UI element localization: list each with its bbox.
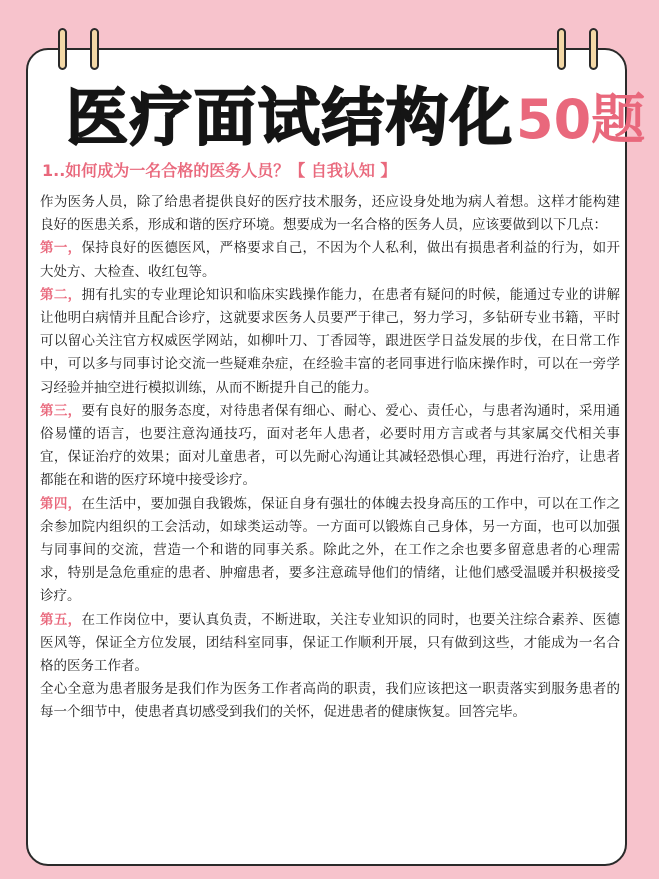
point-lead: 第三， (40, 402, 82, 419)
page-title (66, 78, 646, 158)
conclusion-paragraph: 全心全意为患者服务是我们作为医务工作者高尚的职责，我们应该把这一职责落实到服务患者的每一个细节中，使患者真切感受到我们的关怀，促进患者的健康恢复。回答完毕。 (40, 681, 620, 721)
point-paragraph-3 (40, 400, 620, 493)
binder-ring-left-2 (90, 28, 99, 70)
title-main: 医疗面试结构化 (66, 81, 515, 154)
binder-ring-right-2 (589, 28, 598, 70)
point-paragraph-1 (40, 237, 620, 283)
point-text: 在工作岗位中，要认真负责，不断进取，关注专业知识的同时，也要关注综合素养、医德医风等，保证全方位发展，团结科室同事，保证工作顺利开展，只有做到这些，才能成为一名合格的医务工作者。 (40, 611, 621, 675)
question-heading: 1..如何成为一名合格的医务人员？【 自我认知 】 (42, 161, 397, 180)
intro-paragraph: 作为医务人员，除了给患者提供良好的医疗技术服务，还应设身处地为病人着想。这样才能构建良好的医患关系，形成和谐的医疗环境。想要成为一名合格的医务人员，应该要做到以下几点： (40, 194, 620, 234)
point-paragraph-2 (40, 284, 620, 400)
point-lead: 第四， (40, 495, 82, 512)
binder-ring-left-1 (58, 28, 67, 70)
point-text: 保持良好的医德医风，严格要求自己，不因为个人私利，做出有损患者利益的行为，如开大处方、大检查、收红包等。 (40, 240, 621, 280)
binder-ring-right-1 (557, 28, 566, 70)
answer-body (40, 191, 620, 725)
title-accent: 50题 (516, 88, 646, 151)
point-lead: 第五， (40, 611, 82, 628)
point-lead: 第一， (40, 240, 82, 257)
point-text: 要有良好的服务态度，对待患者保有细心、耐心、爱心、责任心，与患者沟通时，采用通俗易懂的语言，也要注意沟通技巧，面对老年人患者，必要时用方言或者与其家属交代相关事宜，保证治疗的效果；面对儿童患者，可以先耐心沟通让其减轻恐惧心理，再进行治疗，让患者都能在和谐的医疗环境中接受诊疗。 (40, 402, 621, 489)
point-text: 拥有扎实的专业理论知识和临床实践操作能力，在患者有疑问的时候，能通过专业的讲解让他明白病情并且配合诊疗，这就要求医务人员要严于律己，努力学习，多钻研专业书籍，平时可以留心关注官方权威医学网站，如柳叶刀、丁香园等，跟进医学日益发展的步伐，在日常工作中，可以多与同事讨论交流一些疑难杂症，在经验丰富的老同事进行临床操作时，可以在一旁学习经验并抽空进行模拟训练，从而不断提升自己的能力。 (40, 286, 621, 396)
point-text: 在生活中，要加强自我锻炼，保证自身有强壮的体魄去投身高压的工作中，可以在工作之余参加院内组织的工会活动，如球类运动等。一方面可以锻炼自己身体，另一方面，也可以加强与同事间的交流，营造一个和谐的同事关系。除此之外，在工作之余也要多留意患者的心理需求，特别是急危重症的患者、肿瘤患者，要多注意疏导他们的情绪，让他们感受温暖并积极接受诊疗。 (40, 495, 621, 605)
point-lead: 第二， (40, 286, 82, 303)
point-paragraph-5 (40, 609, 620, 679)
point-paragraph-4 (40, 493, 620, 609)
